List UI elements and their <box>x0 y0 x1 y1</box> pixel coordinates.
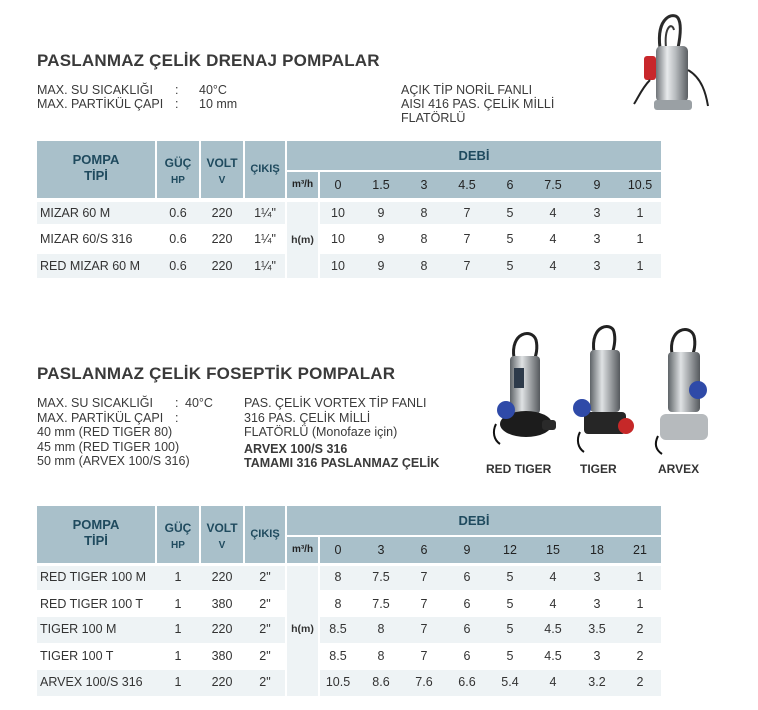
row-head-value: 4 <box>549 597 557 611</box>
row-head-value: 8 <box>420 206 428 220</box>
spec-particle-label: MAX. PARTİKÜL ÇAPI <box>37 410 164 425</box>
red-tiger-pump-image <box>484 328 564 456</box>
section2-features <box>244 396 439 471</box>
row-volt: 220 <box>211 206 233 220</box>
row-head-value: 8.5 <box>329 649 347 663</box>
feature-bold-line: TAMAMI 316 PASLANMAZ ÇELİK <box>244 456 440 470</box>
size-line: 45 mm (RED TIGER 100) <box>37 439 180 454</box>
flow-value: 0 <box>334 178 342 192</box>
table2-header-volt: VOLT <box>206 521 238 535</box>
feature-line: FLATÖRLÜ (Monofaze için) <box>244 425 398 439</box>
section1-specs <box>37 83 237 111</box>
row-head-value: 7 <box>463 259 471 273</box>
row-head-value: 2 <box>636 675 644 689</box>
table1-header-cikis: ÇIKIŞ <box>250 163 280 175</box>
row-head-value: 10 <box>331 232 345 246</box>
flow-value: 15 <box>546 543 560 557</box>
row-head-value: 9 <box>377 232 385 246</box>
row-head-value: 5 <box>506 259 514 273</box>
flow-value: 12 <box>503 543 517 557</box>
row-hp: 1 <box>174 649 182 663</box>
table2-header-cikis: ÇIKIŞ <box>250 528 280 540</box>
flow-value: 0 <box>334 543 342 557</box>
row-head-value: 7 <box>463 206 471 220</box>
row-hp: 0.6 <box>169 232 187 246</box>
row-hp: 1 <box>174 597 182 611</box>
table2-header-v: V <box>218 540 226 551</box>
flow-value: 7.5 <box>544 178 562 192</box>
table2-header-guc: GÜÇ <box>164 521 192 535</box>
row-head-value: 4 <box>549 206 557 220</box>
feature-line: FLATÖRLÜ <box>401 111 466 125</box>
row-head-value: 4 <box>549 675 557 689</box>
row-head-value: 6 <box>463 622 471 636</box>
arvex-pump-image <box>646 326 722 456</box>
table1-header-tipi: TİPİ <box>84 168 108 183</box>
row-head-value: 8 <box>334 597 342 611</box>
table2-head-unit: h(m) <box>291 623 314 635</box>
row-volt: 380 <box>211 597 233 611</box>
row-head-value: 8 <box>377 622 385 636</box>
row-head-value: 6 <box>463 570 471 584</box>
row-outlet: 1¼" <box>254 232 276 246</box>
row-outlet: 2" <box>259 622 271 636</box>
row-head-value: 7 <box>420 649 428 663</box>
pump-label-tiger: TIGER <box>580 462 617 476</box>
row-head-value: 8 <box>420 232 428 246</box>
row-head-value: 10.5 <box>325 675 351 689</box>
row-head-value: 8 <box>377 649 385 663</box>
row-head-value: 4 <box>549 259 557 273</box>
row-head-value: 2 <box>636 649 644 663</box>
table2-header-tipi: TİPİ <box>84 533 108 548</box>
row-head-value: 5 <box>506 649 514 663</box>
row-pump-name: RED TIGER 100 M <box>40 570 147 584</box>
row-head-value: 7.6 <box>415 675 433 689</box>
table2-flow-unit: m³/h <box>291 544 314 555</box>
row-head-value: 1 <box>636 597 644 611</box>
row-head-value: 5 <box>506 597 514 611</box>
row-head-value: 7.5 <box>372 570 390 584</box>
row-head-value: 7.5 <box>372 597 390 611</box>
feature-line: PAS. ÇELİK VORTEX TİP FANLI <box>244 396 427 410</box>
spec-temp-label: MAX. SU SICAKLIĞI <box>37 396 154 410</box>
flow-value: 4.5 <box>458 178 476 192</box>
row-outlet: 1¼" <box>254 259 276 273</box>
table2-header-debi: DEBİ <box>458 513 490 528</box>
row-head-value: 8.6 <box>372 675 390 689</box>
row-head-value: 5 <box>506 570 514 584</box>
row-head-value: 3.2 <box>588 675 606 689</box>
row-pump-name: TIGER 100 T <box>40 649 114 663</box>
row-outlet: 2" <box>259 597 271 611</box>
table1-head-unit: h(m) <box>291 234 314 246</box>
pump-label-red-tiger: RED TIGER <box>486 462 552 476</box>
row-hp: 1 <box>174 570 182 584</box>
table1-header-hp: HP <box>171 175 185 186</box>
spec-particle-sep: : <box>175 97 179 111</box>
flow-value: 18 <box>590 543 604 557</box>
row-outlet: 2" <box>259 570 271 584</box>
row-head-value: 3 <box>593 259 601 273</box>
row-volt: 220 <box>211 232 233 246</box>
row-head-value: 6 <box>463 597 471 611</box>
row-head-value: 3 <box>593 597 601 611</box>
row-hp: 1 <box>174 675 182 689</box>
flow-value: 21 <box>633 543 647 557</box>
row-volt: 220 <box>211 570 233 584</box>
row-head-value: 6.6 <box>458 675 476 689</box>
row-volt: 220 <box>211 622 233 636</box>
flow-value: 9 <box>463 543 471 557</box>
row-pump-name: RED TIGER 100 T <box>40 597 144 611</box>
size-line: 50 mm (ARVEX 100/S 316) <box>37 454 190 468</box>
row-head-value: 3 <box>593 570 601 584</box>
row-head-value: 2 <box>636 622 644 636</box>
spec-particle-sep: : <box>175 410 179 425</box>
flow-value: 1.5 <box>372 178 390 192</box>
row-head-value: 1 <box>636 259 644 273</box>
row-head-value: 4 <box>549 570 557 584</box>
row-volt: 380 <box>211 649 233 663</box>
flow-value: 10.5 <box>627 178 653 192</box>
row-head-value: 5 <box>506 622 514 636</box>
row-head-value: 4 <box>549 232 557 246</box>
row-head-value: 8 <box>420 259 428 273</box>
row-pump-name: RED MIZAR 60 M <box>40 259 141 273</box>
row-head-value: 4.5 <box>544 622 562 636</box>
table1-header-pompa: POMPA <box>72 152 120 167</box>
row-head-value: 3 <box>593 206 601 220</box>
table2-header-pompa: POMPA <box>72 517 120 532</box>
row-hp: 0.6 <box>169 206 187 220</box>
section1-features <box>401 83 554 125</box>
feature-bold-line: ARVEX 100/S 316 <box>244 441 348 456</box>
flow-value: 6 <box>506 178 514 192</box>
flow-value: 3 <box>377 543 385 557</box>
row-head-value: 5.4 <box>501 675 519 689</box>
row-head-value: 5 <box>506 232 514 246</box>
spec-temp-sep: : <box>175 83 179 97</box>
row-head-value: 7 <box>463 232 471 246</box>
flow-value: 9 <box>593 178 601 192</box>
row-pump-name: MIZAR 60/S 316 <box>40 232 133 246</box>
row-head-value: 9 <box>377 259 385 273</box>
row-head-value: 7 <box>420 622 428 636</box>
tiger-pump-image <box>566 322 644 456</box>
row-head-value: 7 <box>420 570 428 584</box>
spec-particle-label: MAX. PARTİKÜL ÇAPI <box>37 97 164 111</box>
row-head-value: 9 <box>377 206 385 220</box>
row-head-value: 3.5 <box>588 622 606 636</box>
row-head-value: 1 <box>636 570 644 584</box>
spec-temp-sep: : <box>175 396 179 410</box>
spec-temp-value: 40°C <box>185 396 213 410</box>
row-head-value: 3 <box>593 232 601 246</box>
section2-specs <box>37 396 213 469</box>
row-head-value: 8.5 <box>329 622 347 636</box>
feature-line: AÇIK TİP NORİL FANLI <box>401 83 533 97</box>
row-outlet: 1¼" <box>254 206 276 220</box>
row-pump-name: ARVEX 100/S 316 <box>40 675 143 689</box>
table1-header-volt: VOLT <box>206 156 238 170</box>
row-hp: 1 <box>174 622 182 636</box>
flow-value: 3 <box>420 178 428 192</box>
table1-header-debi: DEBİ <box>458 148 490 163</box>
table1-header-v: V <box>218 175 226 186</box>
mizar-pump-image <box>622 8 712 118</box>
section1-title: PASLANMAZ ÇELİK DRENAJ POMPALAR <box>37 51 380 70</box>
row-outlet: 2" <box>259 649 271 663</box>
row-head-value: 6 <box>463 649 471 663</box>
flow-value: 6 <box>420 543 428 557</box>
pump-label-arvex: ARVEX <box>658 462 700 476</box>
row-head-value: 10 <box>331 259 345 273</box>
row-head-value: 3 <box>593 649 601 663</box>
row-head-value: 1 <box>636 232 644 246</box>
table2-header-hp: HP <box>171 540 185 551</box>
row-hp: 0.6 <box>169 259 187 273</box>
row-pump-name: MIZAR 60 M <box>40 206 111 220</box>
row-head-value: 8 <box>334 570 342 584</box>
row-head-value: 10 <box>331 206 345 220</box>
feature-line: AISI 416 PAS. ÇELİK MİLLİ <box>401 97 555 111</box>
row-head-value: 7 <box>420 597 428 611</box>
spec-particle-value: 10 mm <box>199 97 238 111</box>
row-head-value: 4.5 <box>544 649 562 663</box>
table1-flow-unit: m³/h <box>291 179 314 190</box>
spec-temp-value: 40°C <box>199 83 227 97</box>
feature-line: 316 PAS. ÇELİK MİLLİ <box>244 410 371 425</box>
row-volt: 220 <box>211 675 233 689</box>
table1-header-guc: GÜÇ <box>164 156 192 170</box>
row-head-value: 1 <box>636 206 644 220</box>
row-pump-name: TIGER 100 M <box>40 622 117 636</box>
row-head-value: 5 <box>506 206 514 220</box>
section2-title: PASLANMAZ ÇELİK FOSEPTİK POMPALAR <box>37 364 396 383</box>
size-line: 40 mm (RED TIGER 80) <box>37 425 173 439</box>
spec-temp-label: MAX. SU SICAKLIĞI <box>37 83 154 97</box>
row-outlet: 2" <box>259 675 271 689</box>
row-volt: 220 <box>211 259 233 273</box>
